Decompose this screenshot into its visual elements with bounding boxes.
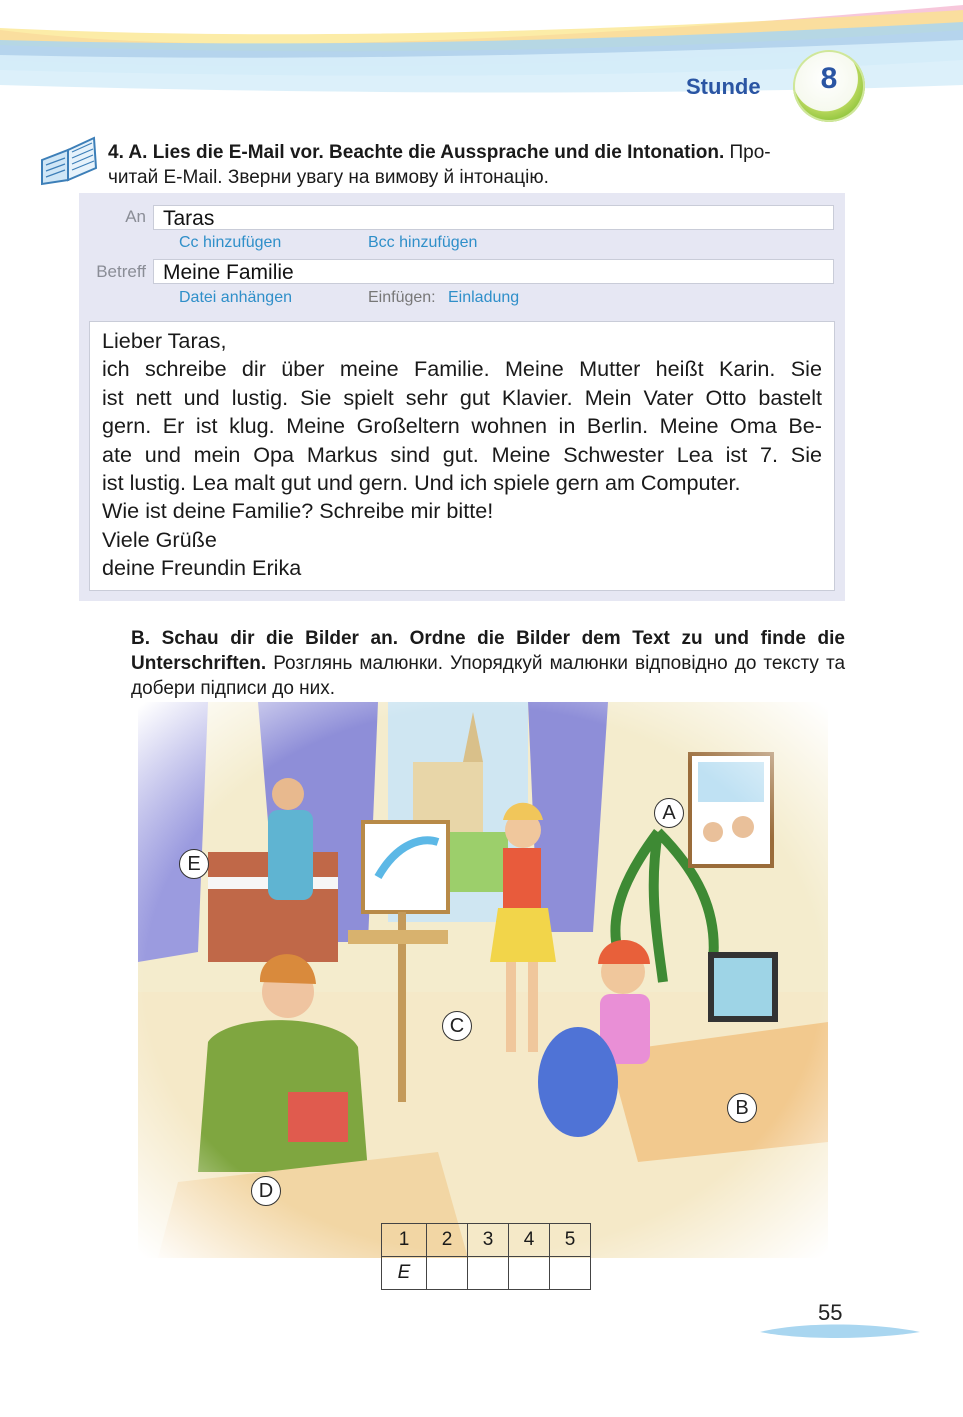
task-4a-title: 4. A. Lies die E-Mail vor. Beachte die Aussprache und die Intonation. [108,142,725,163]
marker-e: E [179,849,209,879]
bcc-add-link[interactable]: Bcc hinzufügen [368,234,478,251]
table-header-cell: 5 [550,1224,591,1257]
email-line: deine Freundin Erika [102,555,302,581]
answer-cell[interactable] [427,1257,468,1290]
table-header-cell: 1 [382,1224,427,1257]
attach-file-link[interactable]: Datei anhängen [179,289,292,306]
task-4a-instruction-ua-1: Про- [729,142,771,163]
marker-b: B [727,1093,757,1123]
marker-a: A [654,798,684,828]
email-line: ate und mein Opa Markus sind gut. Meine Schwester Lea ist 7. Sie [102,441,822,467]
open-book-icon [38,130,100,186]
email-line: Wie ist deine Familie? Schreibe mir bitte! [102,498,494,524]
task-b-instruction [131,626,845,701]
email-line: ist nett und lustig. Sie spielt sehr gut Klavier. Mein Vater Otto bastelt [102,384,822,410]
section-label: Stunde [686,74,761,99]
insert-label: Einfügen: [368,289,436,306]
task-4a-instruction [108,140,846,190]
answer-table [381,1223,591,1290]
answer-cell[interactable] [550,1257,591,1290]
email-line: Viele Grüße [102,526,217,552]
email-line: gern. Er ist klug. Meine Großeltern wohnen in Berlin. Meine Oma Be- [102,413,822,439]
task-b-title: B. Schau dir die Bilder an. Ordne die Bilder dem Text zu und finde die Unterschriften. [131,628,845,674]
email-line: Lieber Taras, [102,328,227,353]
answer-cell[interactable]: E [382,1257,427,1290]
to-field[interactable]: Taras [153,205,834,230]
task-b-instruction-ua: Розглянь малюнки. Упорядкуй малюнки відповідно до тексту та добери підписи до них. [131,653,846,699]
insert-invitation-link[interactable]: Einladung [448,289,520,306]
email-line: ist lustig. Lea malt gut und gern. Und ich spiele gern am Computer. [102,470,741,496]
footer-swoosh [760,1318,920,1348]
subject-field[interactable]: Meine Familie [153,259,834,284]
lesson-number-badge [793,50,865,122]
subject-label: Betreff [96,262,146,281]
table-header-cell: 2 [427,1224,468,1257]
table-answer-row [382,1257,591,1290]
to-label: An [125,207,146,226]
email-body[interactable] [89,321,835,591]
task-4a-instruction-ua-2: читай E-Mail. Зверни увагу на вимову й інтонацію. [108,167,549,188]
answer-cell[interactable] [509,1257,550,1290]
table-header-cell: 4 [509,1224,550,1257]
table-header-row [382,1224,591,1257]
family-room-illustration [138,702,828,1258]
lesson-number: 8 [820,62,838,95]
answer-cell[interactable] [468,1257,509,1290]
table-header-cell: 3 [468,1224,509,1257]
cc-add-link[interactable]: Cc hinzufügen [179,234,282,251]
page-number: 55 [818,1300,843,1325]
marker-c: C [442,1011,472,1041]
email-line: ich schreibe dir über meine Familie. Meine Mutter heißt Karin. Sie [102,356,822,382]
marker-d: D [251,1176,281,1206]
